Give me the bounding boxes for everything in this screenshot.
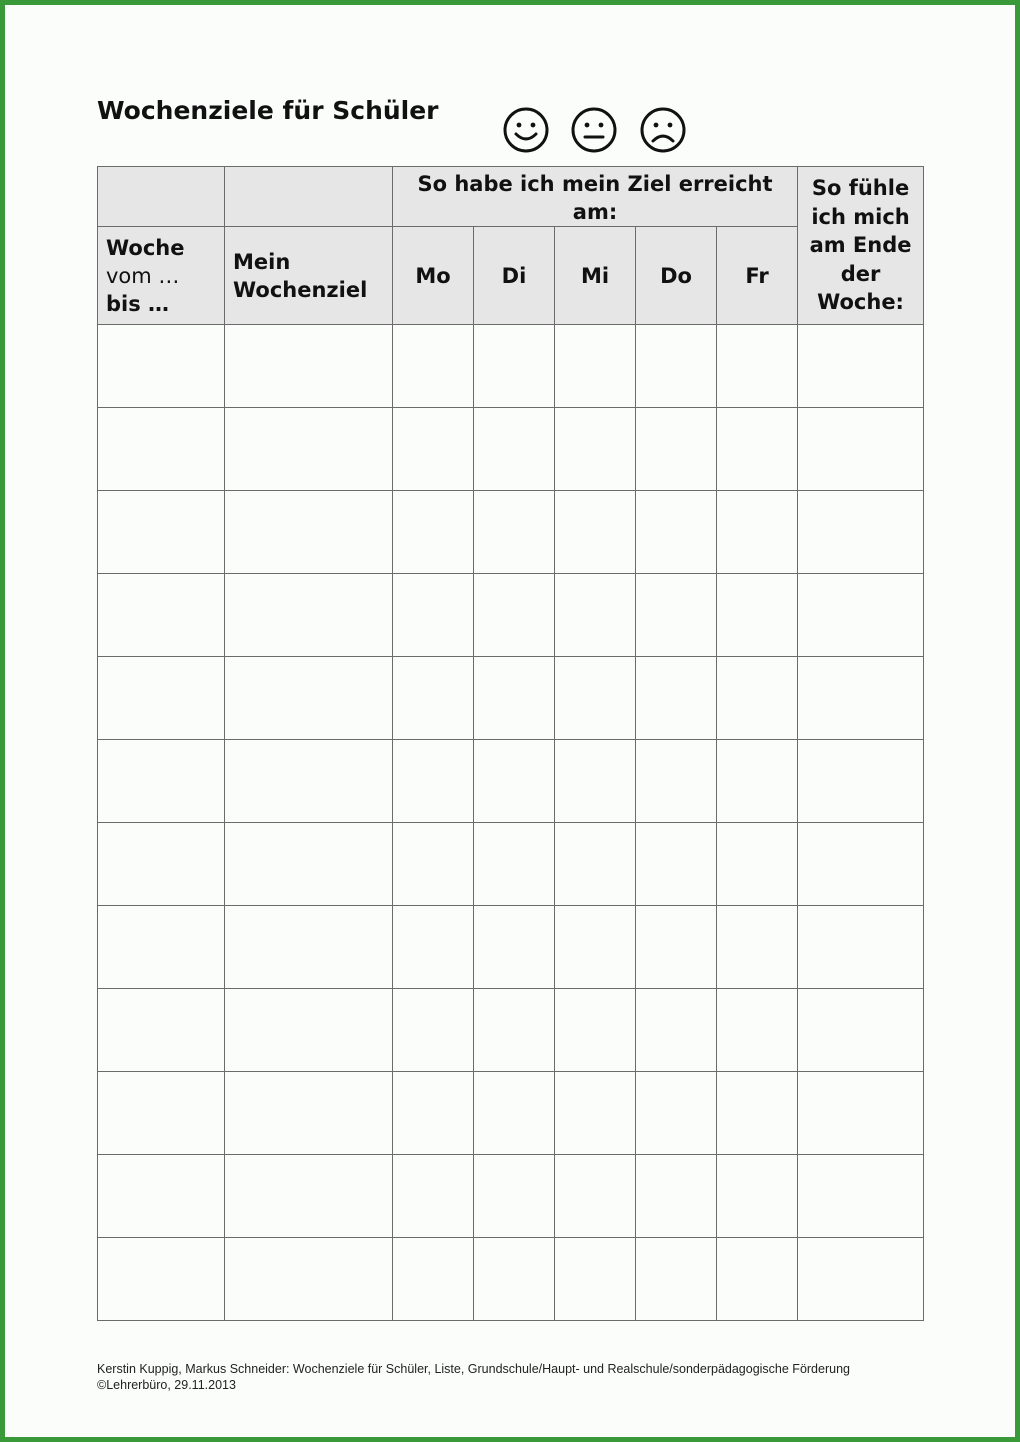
cell-mo[interactable] [393,906,474,989]
cell-fr[interactable] [717,823,798,906]
cell-week[interactable] [98,823,225,906]
header-week-line2: vom … [106,263,180,288]
table-row [98,408,924,491]
cell-mi[interactable] [555,989,636,1072]
cell-goal[interactable] [225,1072,393,1155]
cell-week[interactable] [98,1072,225,1155]
cell-di[interactable] [474,740,555,823]
cell-do[interactable] [636,1072,717,1155]
cell-goal[interactable] [225,1238,393,1321]
cell-goal[interactable] [225,325,393,408]
cell-fr[interactable] [717,989,798,1072]
cell-feel[interactable] [798,325,924,408]
footer [97,1361,927,1393]
header-day-mi: Mi [555,227,636,325]
cell-mi[interactable] [555,491,636,574]
cell-goal[interactable] [225,657,393,740]
cell-di[interactable] [474,491,555,574]
table-row [98,989,924,1072]
table-row [98,1238,924,1321]
cell-feel[interactable] [798,574,924,657]
cell-feel[interactable] [798,740,924,823]
header-day-fr: Fr [717,227,798,325]
cell-week[interactable] [98,1155,225,1238]
table-row [98,574,924,657]
cell-feel[interactable] [798,657,924,740]
table-row [98,1072,924,1155]
cell-goal[interactable] [225,1155,393,1238]
cell-do[interactable] [636,823,717,906]
smiley-neutral-icon [570,106,618,154]
table-row [98,1155,924,1238]
cell-goal[interactable] [225,408,393,491]
cell-do[interactable] [636,574,717,657]
header-day-di: Di [474,227,555,325]
cell-week[interactable] [98,491,225,574]
cell-goal[interactable] [225,989,393,1072]
cell-do[interactable] [636,325,717,408]
cell-mo[interactable] [393,408,474,491]
cell-fr[interactable] [717,657,798,740]
cell-fr[interactable] [717,1155,798,1238]
footer-copyright: ©Lehrerbüro, 29.11.2013 [97,1378,236,1392]
cell-week[interactable] [98,989,225,1072]
cell-feel[interactable] [798,989,924,1072]
cell-goal[interactable] [225,823,393,906]
cell-di[interactable] [474,657,555,740]
footer-credit: Kerstin Kuppig, Markus Schneider: Wochenziele für Schüler, Liste, Grundschule/Haupt- und Realschule/sonderpädagogische Förderung [97,1362,850,1376]
table-body [98,325,924,1321]
cell-mi[interactable] [555,1238,636,1321]
table-row [98,491,924,574]
header-achieved: So habe ich mein Ziel erreicht am: [393,167,798,227]
header-day-do: Do [636,227,717,325]
cell-fr[interactable] [717,491,798,574]
cell-week[interactable] [98,1238,225,1321]
cell-di[interactable] [474,1238,555,1321]
header-empty-goal [225,167,393,227]
smiley-sad-icon [639,106,687,154]
cell-mo[interactable] [393,325,474,408]
table-row [98,740,924,823]
cell-di[interactable] [474,989,555,1072]
cell-mo[interactable] [393,1238,474,1321]
cell-mo[interactable] [393,823,474,906]
smiley-happy-icon [502,106,550,154]
cell-feel[interactable] [798,906,924,989]
cell-mo[interactable] [393,491,474,574]
cell-week[interactable] [98,657,225,740]
goals-table [97,166,924,1321]
cell-mo[interactable] [393,657,474,740]
cell-mo[interactable] [393,989,474,1072]
table-row [98,657,924,740]
cell-do[interactable] [636,1155,717,1238]
cell-fr[interactable] [717,740,798,823]
cell-week[interactable] [98,574,225,657]
cell-mi[interactable] [555,657,636,740]
table-row [98,906,924,989]
header-day-mo: Mo [393,227,474,325]
cell-di[interactable] [474,408,555,491]
cell-mi[interactable] [555,408,636,491]
cell-week[interactable] [98,325,225,408]
cell-do[interactable] [636,408,717,491]
cell-feel[interactable] [798,491,924,574]
cell-mi[interactable] [555,740,636,823]
cell-feel[interactable] [798,823,924,906]
cell-mo[interactable] [393,1155,474,1238]
cell-mo[interactable] [393,1072,474,1155]
header-week [98,227,225,325]
cell-mi[interactable] [555,325,636,408]
cell-mi[interactable] [555,823,636,906]
cell-fr[interactable] [717,325,798,408]
cell-feel[interactable] [798,1072,924,1155]
cell-do[interactable] [636,906,717,989]
cell-mo[interactable] [393,574,474,657]
cell-mi[interactable] [555,1072,636,1155]
cell-di[interactable] [474,1072,555,1155]
page-title: Wochenziele für Schüler [97,96,439,125]
cell-fr[interactable] [717,574,798,657]
cell-mo[interactable] [393,740,474,823]
cell-di[interactable] [474,823,555,906]
cell-week[interactable] [98,740,225,823]
table-row [98,325,924,408]
cell-goal[interactable] [225,906,393,989]
cell-feel[interactable] [798,1238,924,1321]
header-empty-week [98,167,225,227]
cell-fr[interactable] [717,1072,798,1155]
cell-week[interactable] [98,408,225,491]
cell-goal[interactable] [225,740,393,823]
cell-di[interactable] [474,574,555,657]
cell-fr[interactable] [717,408,798,491]
header-goal: Mein Wochenziel [225,227,393,325]
cell-di[interactable] [474,1155,555,1238]
cell-mi[interactable] [555,906,636,989]
table-row [98,823,924,906]
cell-do[interactable] [636,491,717,574]
header-week-line1: Woche [106,235,185,260]
cell-fr[interactable] [717,1238,798,1321]
cell-goal[interactable] [225,491,393,574]
cell-di[interactable] [474,325,555,408]
cell-do[interactable] [636,740,717,823]
cell-feel[interactable] [798,1155,924,1238]
cell-mi[interactable] [555,574,636,657]
cell-di[interactable] [474,906,555,989]
cell-do[interactable] [636,657,717,740]
header-feel: So fühle ich mich am Ende der Woche: [798,167,924,325]
cell-do[interactable] [636,989,717,1072]
cell-week[interactable] [98,906,225,989]
cell-mi[interactable] [555,1155,636,1238]
cell-feel[interactable] [798,408,924,491]
cell-goal[interactable] [225,574,393,657]
cell-fr[interactable] [717,906,798,989]
header-week-line3: bis … [106,291,170,316]
cell-do[interactable] [636,1238,717,1321]
